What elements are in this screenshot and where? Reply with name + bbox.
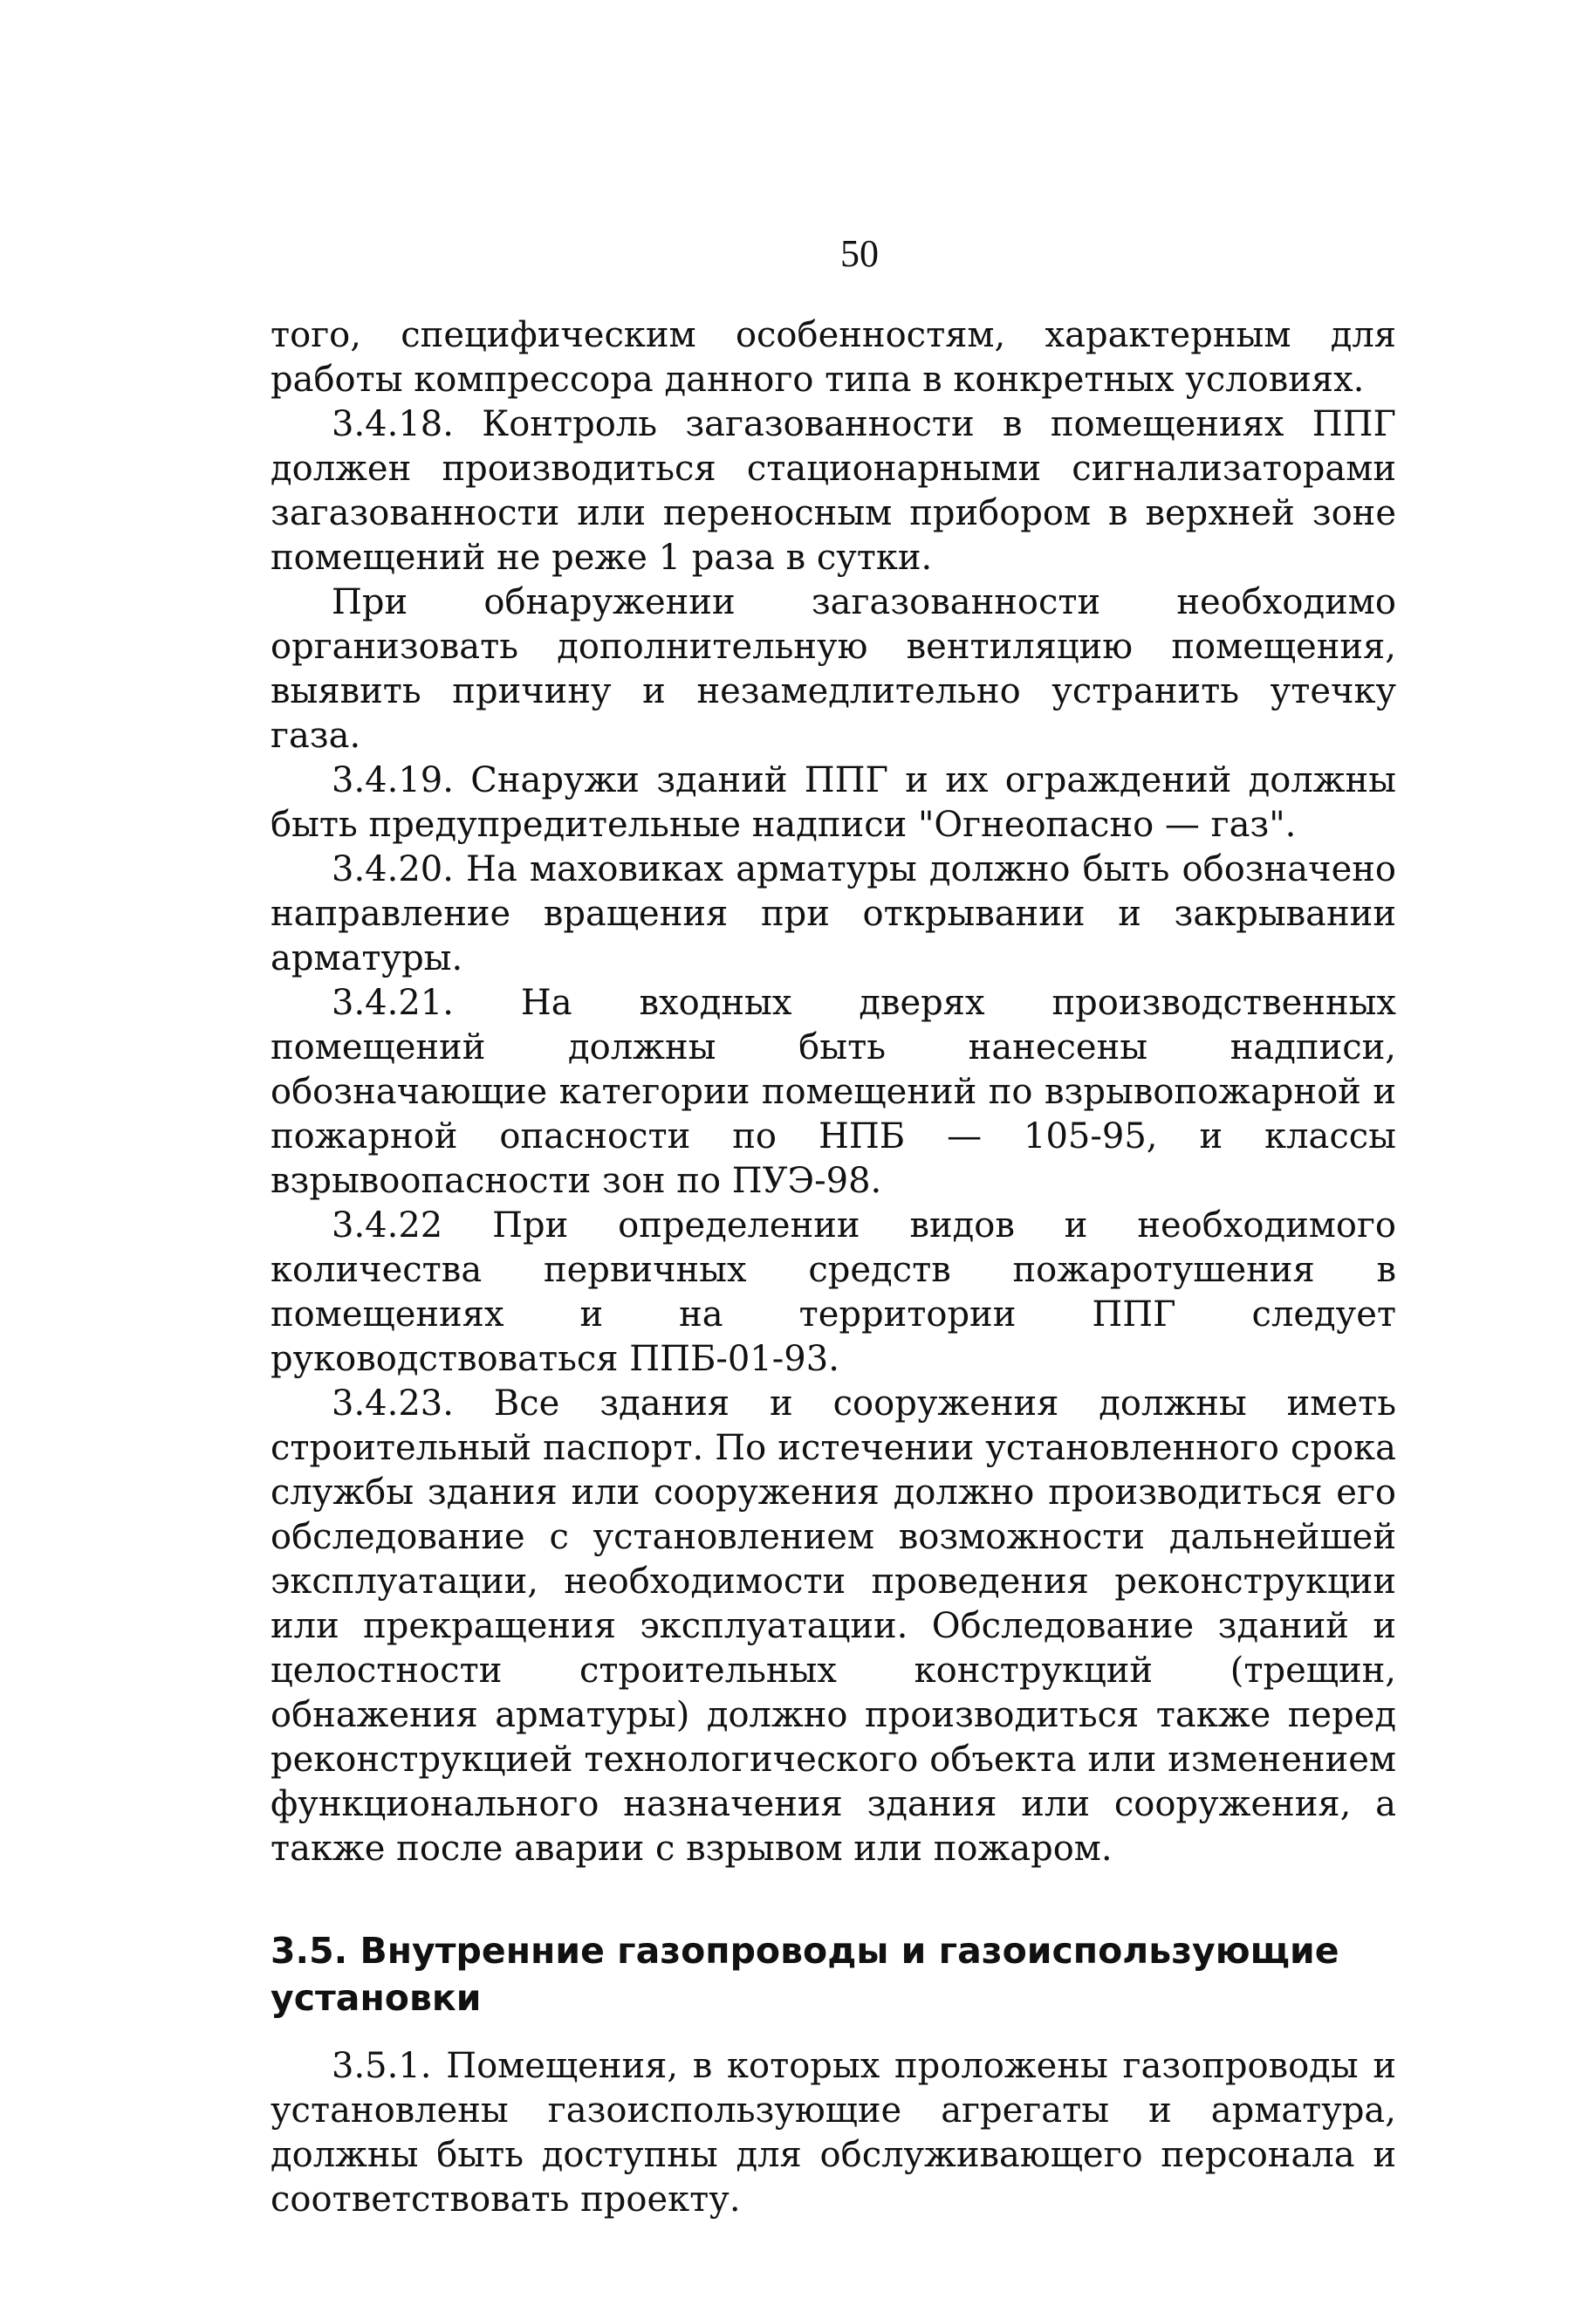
- paragraph-continuation: того, специфическим особенностям, характерным для работы компрессора данного типа в конкретных условиях.: [271, 315, 1396, 400]
- paragraph-3-4-23: 3.4.23. Все здания и сооружения должны иметь строительный паспорт. По истечении установленного срока службы здания или сооружения должно производиться его обследование с установлением возможности дальнейшей эксплуатации, необходимости проведения реконструкции или прекращения эксплуатации. Обследование зданий и целостности строительных конструкций (трещин, обнажения арматуры) должно производиться также перед реконструкцией технологического объекта или изменением функционального назначения здания или сооружения, а также после аварии с взрывом или пожаром.: [271, 1383, 1396, 1869]
- paragraph-3-4-21: 3.4.21. На входных дверях производственных помещений должны быть нанесены надписи, обозначающие категории помещений по взрывопожарной и пожарной опасности по НПБ — 105-95, и классы взрывоопасности зон по ПУЭ-98.: [271, 983, 1396, 1201]
- document-page: [271, 231, 1396, 2222]
- paragraph-3-4-20: 3.4.20. На маховиках арматуры должно быть обозначено направление вращения при открывании и закрывании арматуры.: [271, 849, 1396, 978]
- paragraph-3-4-18: 3.4.18. Контроль загазованности в помещениях ППГ должен производиться стационарными сигнализаторами загазованности или переносным прибором в верхней зоне помещений не реже 1 раза в сутки.: [271, 404, 1396, 578]
- page-number: 50: [840, 232, 879, 275]
- paragraph-gas-detection: При обнаружении загазованности необходимо организовать дополнительную вентиляцию помещения, выявить причину и незамедлительно устранить утечку газа.: [271, 582, 1396, 756]
- section-heading-3-5: 3.5. Внутренние газопроводы и газоиспользующие установки: [271, 1930, 1339, 2019]
- paragraph-3-4-22: 3.4.22 При определении видов и необходимого количества первичных средств пожаротушения в помещениях и на территории ППГ следует руководствоваться ППБ-01-93.: [271, 1205, 1396, 1379]
- paragraph-3-4-19: 3.4.19. Снаружи зданий ППГ и их ограждений должны быть предупредительные надписи "Огнеопасно — газ".: [271, 760, 1396, 845]
- paragraph-3-5-1: 3.5.1. Помещения, в которых проложены газопроводы и установлены газоиспользующие агрегаты и арматура, должны быть доступны для обслуживающего персонала и соответствовать проекту.: [271, 2046, 1396, 2220]
